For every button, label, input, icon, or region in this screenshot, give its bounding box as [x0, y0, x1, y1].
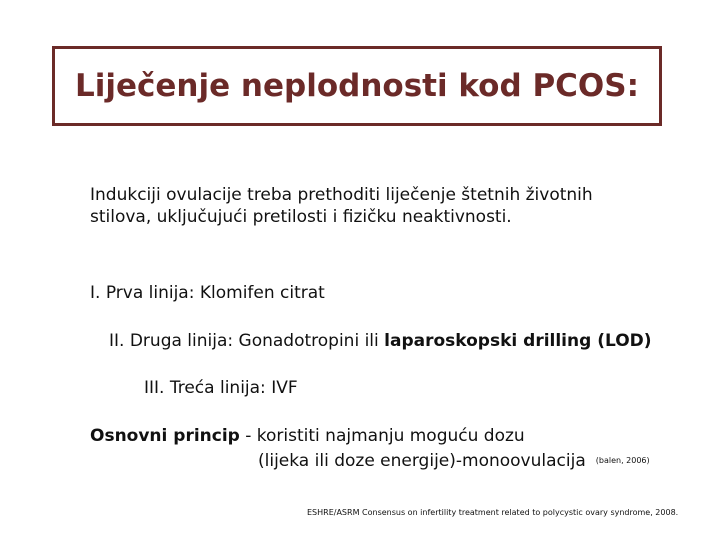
principle-line-1	[90, 425, 525, 447]
principle-text-2: (lijeka ili doze energije)-monoovulacija	[258, 451, 586, 471]
footer-reference: ESHRE/ASRM Consensus on infertility treatment related to polycystic ovary syndrome, 2008.	[307, 508, 679, 517]
second-line-therapy	[109, 330, 652, 352]
first-line-therapy: I. Prva linija: Klomifen citrat	[90, 283, 325, 303]
intro-line-1: Indukciji ovulacije treba prethoditi liječenje štetnih životnih	[90, 185, 593, 205]
second-line-bold: laparoskopski drilling (LOD)	[384, 331, 652, 351]
second-line-prefix: II. Druga linija: Gonadotropini ili	[109, 331, 385, 351]
third-line-therapy: III. Treća linija: IVF	[144, 378, 298, 398]
principle-citation: (balen, 2006)	[595, 456, 650, 465]
title-box	[52, 46, 662, 126]
intro-paragraph	[90, 184, 593, 228]
principle-label: Osnovni princip	[90, 426, 240, 446]
slide-title: Liječenje neplodnosti kod PCOS:	[74, 68, 639, 104]
intro-line-2: stilova, uključujući pretilosti i fizičku neaktivnosti.	[90, 207, 512, 227]
principle-line-2	[258, 450, 650, 472]
principle-text-1: - koristiti najmanju moguću dozu	[239, 426, 525, 446]
